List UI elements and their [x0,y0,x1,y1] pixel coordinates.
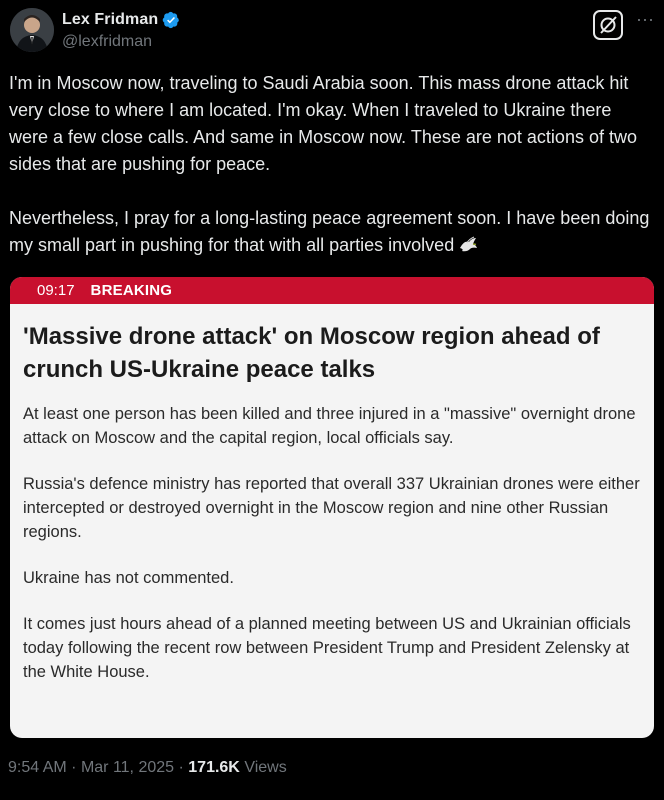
tweet-text [9,70,655,259]
article-paragraph: Ukraine has not commented. [23,569,234,587]
post-date[interactable]: Mar 11, 2025 [80,759,175,776]
tweet-paragraph-2: Nevertheless, I pray for a long-lasting peace agreement soon. I have been doing my small part in pushing for that with all parties involved [9,208,655,255]
news-screenshot-card[interactable] [10,277,654,738]
avatar[interactable] [10,8,54,52]
article-paragraph: Russia's defence ministry has reported that overall 337 Ukrainian drones were either intercepted or destroyed overnight in the Moscow region and nine other Russian regions. [23,475,640,541]
grok-icon[interactable] [593,10,623,40]
article-headline: 'Massive drone attack' on Moscow region ahead of crunch US-Ukraine peace talks [23,323,600,383]
banner-label: BREAKING [90,282,173,299]
author-name-row [62,9,180,31]
article-body [23,320,643,706]
meta-separator: · [71,759,77,776]
breaking-banner [10,277,654,304]
dove-icon [458,235,478,253]
article-paragraph: It comes just hours ahead of a planned meeting between US and Ukrainian officials today following the recent row between President Trump and President Zelensky at the White House. [23,615,631,681]
verified-badge-icon[interactable] [162,11,180,29]
article-paragraph: At least one person has been killed and three injured in a "massive" overnight drone attack on Moscow and the capital region, local officials say. [23,405,636,447]
avatar-image [10,8,54,52]
author-handle[interactable]: @lexfridman [62,33,153,50]
meta-separator: · [178,759,184,776]
more-icon[interactable]: ··· [636,9,654,29]
tweet-meta [8,759,287,777]
views-label: Views [244,759,287,776]
banner-time: 09:17 [37,282,75,299]
views-count[interactable]: 171.6K [188,759,240,776]
author-display-name[interactable]: Lex Fridman [62,11,159,28]
post-time[interactable]: 9:54 AM [8,759,67,776]
tweet-header [0,0,664,64]
tweet-paragraph-1: I'm in Moscow now, traveling to Saudi Arabia soon. This mass drone attack hit very close to where I am located. I'm okay. When I traveled to Ukraine there were a few close calls. And same in Moscow now. These are not actions of two sides that are pushing for peace. [9,73,642,174]
